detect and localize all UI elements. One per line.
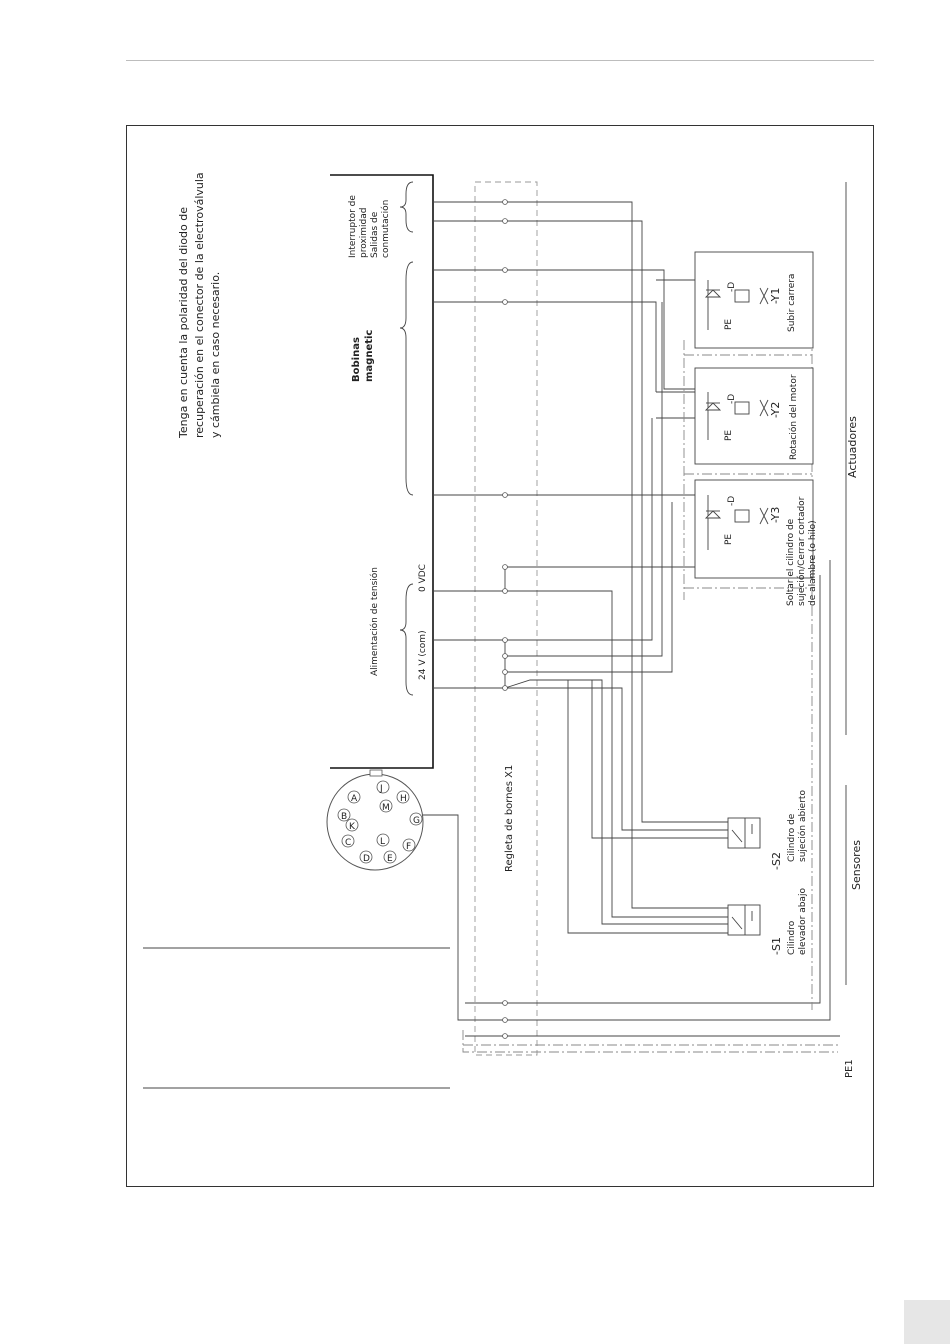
actuator-y2 [695,368,813,464]
brace-proximity [400,182,413,232]
svg-text:G: G [413,816,420,826]
label-0vdc: 0 VDC [418,564,428,592]
terminal-strip-label: Regleta de bornes X1 [504,764,515,872]
svg-text:sujeción abierto: sujeción abierto [798,790,808,862]
svg-text:K: K [349,822,355,832]
label-proximity-4: conmutación [381,199,391,258]
svg-text:-S1: -S1 [770,937,783,955]
actuator-y3 [695,480,818,606]
svg-text:L: L [380,837,386,847]
circular-connector [327,770,423,870]
svg-text:M: M [382,803,390,813]
label-proximity-2: proximidad [359,207,369,258]
svg-text:Subir carrera: Subir carrera [787,273,797,332]
sensor-s1 [728,888,808,955]
group-labels [348,195,428,680]
svg-text:PE: PE [724,429,734,441]
svg-text:Rotación del motor: Rotación del motor [789,374,799,460]
svg-text:PE: PE [724,318,734,330]
label-proximity-3: Salidas de [370,211,380,258]
svg-text:E: E [387,854,393,864]
actuators-label: Actuadores [846,416,859,478]
polarity-note [177,172,222,439]
svg-text:de alambre (o hilo): de alambre (o hilo) [808,520,818,606]
note-line-1: Tenga en cuenta la polaridad del diodo de [177,207,190,438]
svg-text:elevador abajo: elevador abajo [798,888,808,955]
label-proximity-1: Interruptor de [348,195,358,258]
pe1-label: PE1 [844,1059,855,1078]
svg-text:-D: -D [727,495,737,506]
svg-text:J: J [380,784,383,794]
label-coils-2: magnetic [364,329,375,382]
svg-text:C: C [345,838,352,848]
label-24v: 24 V (com) [418,630,428,680]
svg-text:-Y1: -Y1 [769,287,782,304]
sensor-s2 [728,790,808,870]
svg-text:-D: -D [727,281,737,292]
terminal-strip-box [475,182,537,1055]
svg-text:H: H [400,794,407,804]
svg-text:D: D [363,854,370,864]
svg-text:-S2: -S2 [770,852,783,870]
note-line-2: recuperación en el conector de la electroválvula [193,172,206,438]
svg-text:-D: -D [727,393,737,404]
svg-text:sujeción/Cerrar cortador: sujeción/Cerrar cortador [797,496,807,606]
svg-text:-Y2: -Y2 [769,401,782,418]
svg-text:B: B [341,812,348,822]
actuator-y1 [695,252,813,348]
label-power: Alimentación de tensión [370,566,380,676]
svg-text:-Y3: -Y3 [769,506,782,523]
svg-text:Cilindro: Cilindro [787,920,797,955]
svg-text:F: F [406,842,412,852]
note-line-3: y cámbiela en caso necesario. [209,271,222,438]
sensors-label: Sensores [850,840,863,890]
terminal-dots [503,200,508,1039]
svg-text:A: A [351,794,358,804]
svg-text:Cilindro de: Cilindro de [787,813,797,862]
svg-text:Soltar el cilindro de: Soltar el cilindro de [786,518,796,606]
brace-power [400,584,413,695]
brace-coils [400,262,413,495]
label-coils-1: Bobinas [351,337,362,382]
svg-text:PE: PE [724,533,734,545]
